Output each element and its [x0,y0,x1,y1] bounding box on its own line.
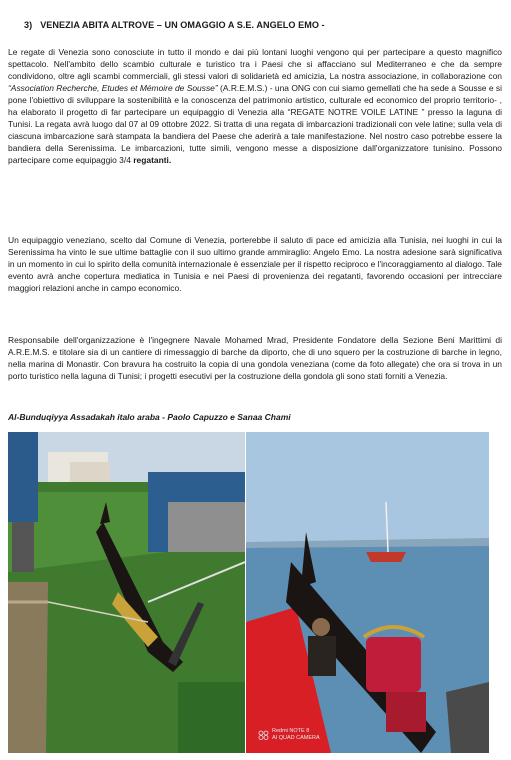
watermark-model: Redmi NOTE 8 [272,728,310,734]
harbor-photo-illustration [8,432,245,753]
camera-lens-icon [258,730,269,740]
paragraph-organizer: Responsabile dell'organizzazione è l'ingegnere Navale Mohamed Mrad, Presidente Fondatore della Sezione Beni Marittimi di A.R.E.M.S. e titolare sia di un cantiere di rimessaggio di barche da diporto, che di uno squero per la costruzione di barche in legno, nella marina di Monastir. Con bravura ha costruito la copia di una gondola veneziana (come da foto allegate) che ora si trova in un porto turistico nella laguna di Tunisi; i progetti esecutivi per la costruzione della gondola gli sono stati forniti a Venezia. [8,335,502,382]
photo-gondola-harbor [8,432,245,753]
paragraph-venetian-crew: Un equipaggio veneziano, scelto dal Comune di Venezia, porterebbe il saluto di pace ed amicizia alla Tunisia, nei luoghi in cui la Serenissima ha vinto le sue ultime battaglie con il suo ultimo grande ammiraglio: Angelo Emo. La nostra adesione sarà significativa in un momento in cui lo spirito della comunità internazionale è essenziale per il rispetto reciproco e l'incoraggiamento al dialogo. Tale evento avrà anche copertura mediatica in Tunisia e nei Paesi di provenienza dei regatanti, favorendo occasioni per intrecciare maggiori relazioni anche in campo economico. [8,235,502,294]
person-body [308,636,336,676]
rocks [446,682,489,753]
paragraph-regatta [8,46,502,166]
person-head [312,618,330,636]
photo-gondola-sea [246,432,489,753]
paragraph-regatta-text-b: (A.R.E.M.S.) - una ONG con cui siamo gemellati che ha sede a Sousse e si pone l'obiettivo di sviluppare la sostenibilità e la conoscenza del patrimonio artistico, culturale ed economico del proprio territorio- , ha elaborato il progetto di far partecipare un equipaggio di Venezia alla “REGATE NOTRE VOILE LATINE ” presso la laguna di Tunisi. La regata avrà luogo dal 07 al 09 ottobre 2022. Si tratta di una regata di imbarcazioni tradizionali con vele latine; sulla vela di ciascuna imbarcazione sarà stampata la bandiera del Paese che aderirà a tale manifestazione. Nel nostro caso potrebbe essere la bandiera della Serenissima. Le imbarcazioni, tutte simili, vengono messe a disposizione dall'organizzatore tunisino. Possono partecipare come equipaggio 3/4 [8,83,502,166]
article-title: VENEZIA ABITA ALTROVE – UN OMAGGIO A S.E. ANGELO EMO - [40,20,325,30]
sea-photo-illustration [246,432,489,753]
article-heading [24,20,494,30]
sky [246,432,489,542]
distant-boat [366,552,406,562]
gondola-seat [366,637,421,692]
organization-name: “Association Recherche, Etudes et Mémoire de Sousse” [8,83,218,94]
watermark-camera: AI QUAD CAMERA [272,735,320,741]
quay-wall [8,582,48,753]
pontoon [168,502,245,552]
author-line: Al-Bunduqiyya Assadakah italo araba - Paolo Capuzzo e Sanaa Chami [8,412,291,422]
building-block [70,462,110,484]
water-shadow [178,682,245,753]
paragraph-regatta-text-a: Le regate di Venezia sono conosciute in tutto il mondo e dai più lontani luoghi vengono qui per partecipare a questo magnifico spettacolo. Nell'ambito dello scambio culturale e turistico tra i Paesi che si affacciano sul Mediterraneo e che da sempre condividono, oltre agli scambi commerciali, gli stessi valori di solidarietà ed amicizia, La nostra associazione, in collaborazione con [8,47,502,82]
camera-watermark-text [272,728,320,742]
seat-cushion [386,692,426,732]
section-number: 3) [24,20,33,30]
crew-word: regatanti. [133,155,172,166]
crane-base [12,522,34,572]
crane-left [8,432,38,522]
